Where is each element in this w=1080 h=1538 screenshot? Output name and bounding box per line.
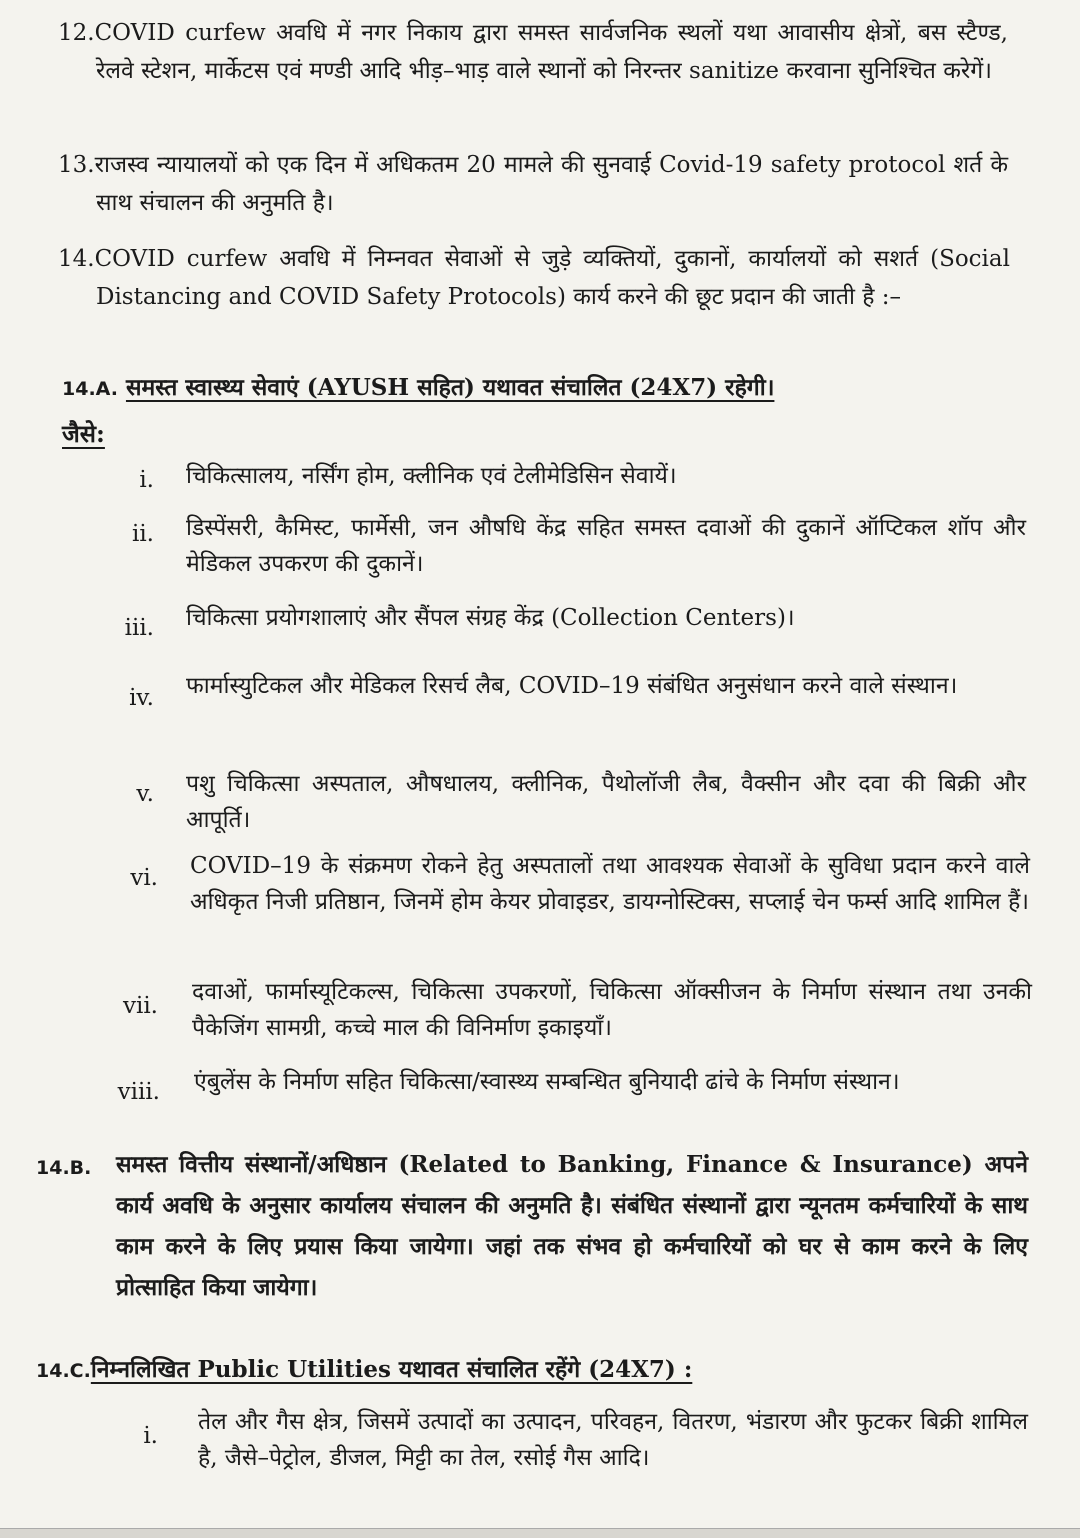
list-item: तेल और गैस क्षेत्र, जिसमें उत्पादों का उत्पादन, परिवहन, वितरण, भंडारण और फुटकर बिक्री शामिल है, जैसे–पेट्रोल, डीजल, मिट्टी का तेल, रसोई गैस आदि। (198, 1409, 1028, 1471)
list-item: चिकित्सालय, नर्सिंग होम, क्लीनिक एवं टेलीमेडिसिन सेवायें। (186, 463, 677, 489)
list-item: एंबुलेंस के निर्माण सहित चिकित्सा/स्वास्थ्य सम्बन्धित बुनियादी ढांचे के निर्माण संस्थान। (194, 1069, 900, 1095)
section-number: 14.A. (62, 378, 118, 400)
list-marker: iii. (124, 615, 154, 641)
section-title: निम्नलिखित Public Utilities यथावत संचालित रहेंगे (24X7) : (90, 1356, 693, 1383)
list-marker: iv. (129, 685, 154, 711)
section-b-number: 14.B. (36, 1157, 92, 1179)
list-marker: i. (139, 467, 154, 493)
list-marker: v. (136, 781, 154, 807)
section-title: समस्त स्वास्थ्य सेवाएं (AYUSH सहित) यथावत संचालित (24X7) रहेगी। (125, 374, 775, 401)
section-a-heading (62, 368, 1022, 409)
paragraph-14 (58, 240, 1010, 316)
paragraph-12 (58, 14, 1008, 90)
list-marker: i. (143, 1423, 158, 1449)
paragraph-number: 12. (58, 20, 95, 46)
list-item: चिकित्सा प्रयोगशालाएं और सैंपल संग्रह केंद्र (Collection Centers)। (186, 605, 795, 631)
section-a-subheading: जैसे: (62, 419, 105, 448)
paragraph-text: राजस्व न्यायालयों को एक दिन में अधिकतम 20 मामले की सुनवाई Covid-19 safety protocol शर्त के साथ संचालन की अनुमति है। (94, 152, 1008, 216)
section-c-heading (36, 1350, 1016, 1391)
list-item: फार्मास्युटिकल और मेडिकल रिसर्च लैब, COVID–19 संबंधित अनुसंधान करने वाले संस्थान। (186, 673, 958, 699)
paragraph-number: 13. (58, 152, 95, 178)
section-number: 14.C. (36, 1360, 91, 1382)
list-item: दवाओं, फार्मास्यूटिकल्स, चिकित्सा उपकरणों, चिकित्सा ऑक्सीजन के निर्माण संस्थान तथा उनकी पैकेजिंग सामग्री, कच्चे माल की विनिर्माण इकाइयाँ। (192, 979, 1032, 1041)
list-marker: vii. (122, 993, 158, 1019)
list-item: COVID–19 के संक्रमण रोकने हेतु अस्पतालों तथा आवश्यक सेवाओं के सुविधा प्रदान करने वाले अधिकृत निजी प्रतिष्ठान, जिनमें होम केयर प्रोवाइडर, डायग्नोस्टिक्स, सप्लाई चेन फर्म्स आदि शामिल हैं। (190, 853, 1030, 915)
paragraph-13 (58, 146, 1008, 222)
list-marker: ii. (131, 521, 154, 547)
paragraph-text: COVID curfew अवधि में नगर निकाय द्वारा समस्त सार्वजनिक स्थलों यथा आवासीय क्षेत्रों, बस स्टैण्ड, रेलवे स्टेशन, मार्केटस एवं मण्डी आदि भीड़–भाड़ वाले स्थानों को निरन्तर sanitize करवाना सुनिश्चित करेगें। (94, 20, 1008, 84)
section-b-text: समस्त वित्तीय संस्थानों/अधिष्ठान (Related to Banking, Finance & Insurance) अपने कार्य अवधि के अनुसार कार्यालय संचालन की अनुमति है। संबंधित संस्थानों द्वारा न्यूनतम कर्मचारियों के साथ काम करने के लिए प्रयास किया जायेगा। जहां तक संभव हो कर्मचारियों को घर से काम करने के लिए प्रोत्साहित किया जायेगा। (116, 1151, 1028, 1301)
list-marker: vi. (130, 865, 158, 891)
list-item: पशु चिकित्सा अस्पताल, औषधालय, क्लीनिक, पैथोलॉजी लैब, वैक्सीन और दवा की बिक्री और आपूर्ति। (186, 771, 1026, 833)
paragraph-text: COVID curfew अवधि में निम्नवत सेवाओं से जुड़े व्यक्तियों, दुकानों, कार्यालयों को सशर्त (Social Distancing and COVID Safety Protocols) कार्य करने की छूट प्रदान की जाती है :– (94, 246, 1010, 310)
list-item: डिस्पेंसरी, कैमिस्ट, फार्मेसी, जन औषधि केंद्र सहित समस्त दवाओं की दुकानें ऑप्टिकल शॉप और मेडिकल उपकरण की दुकानें। (186, 515, 1026, 577)
paragraph-number: 14. (58, 246, 95, 272)
list-marker: viii. (117, 1079, 160, 1105)
